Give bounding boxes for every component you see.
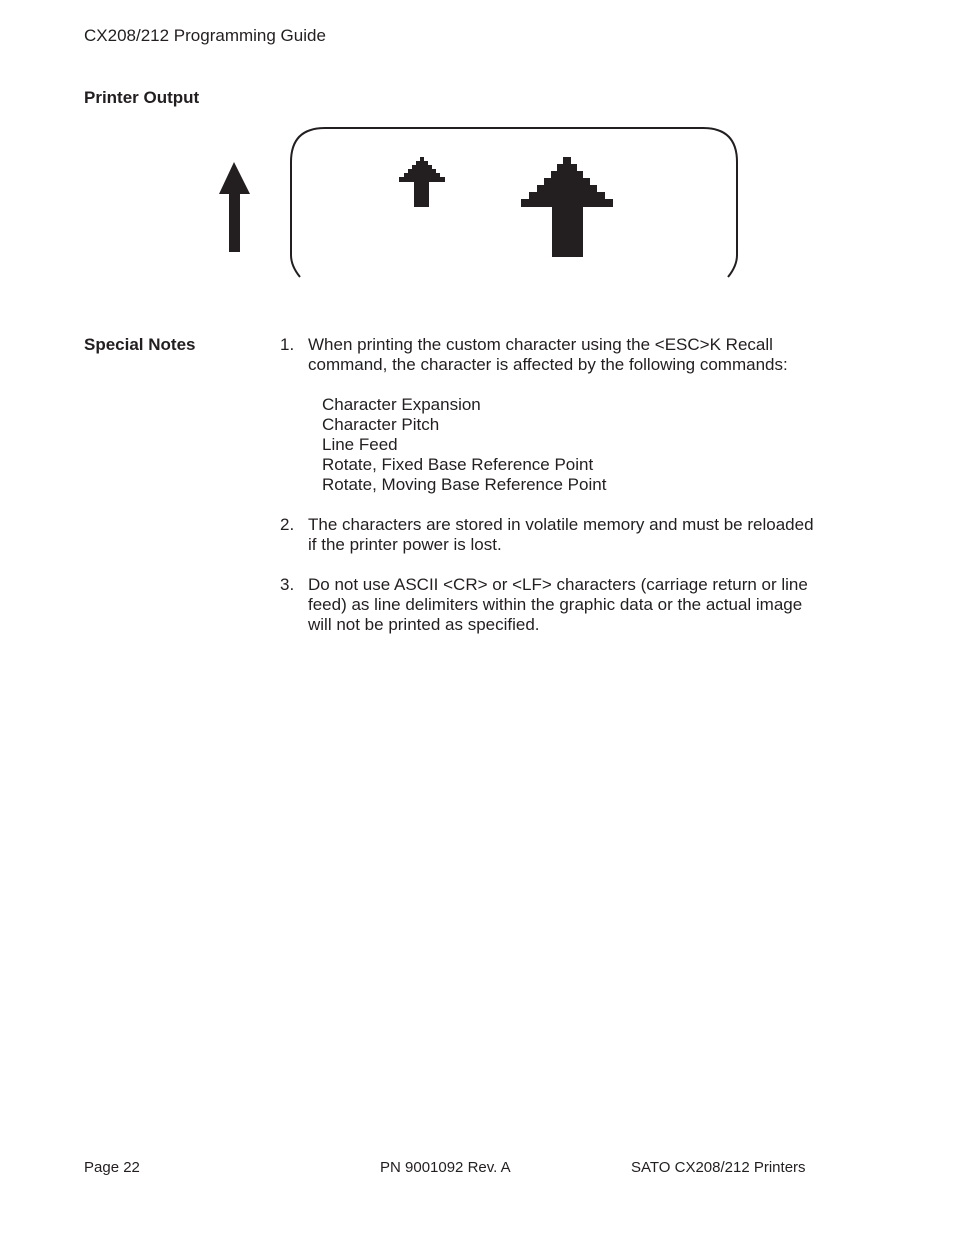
command-list-item: Line Feed [322, 435, 398, 454]
label-outline [291, 128, 737, 277]
page-header-title: CX208/212 Programming Guide [84, 26, 326, 45]
large-arrow-character-icon [521, 157, 613, 257]
note-text: Do not use ASCII <CR> or <LF> characters (carriage return or line feed) as line delimiters within the graphic data or the actual image will not be printed as specified. [308, 575, 808, 634]
note-number: 3. [280, 575, 295, 594]
note-text: The characters are stored in volatile memory and must be reloaded if the printer power is lost. [308, 515, 814, 554]
special-notes-list [280, 335, 820, 635]
footer-page-number: Page 22 [84, 1159, 140, 1176]
small-arrow-character-icon [399, 157, 445, 207]
special-notes-heading: Special Notes [84, 335, 196, 354]
printer-output-heading: Printer Output [84, 88, 200, 107]
command-list-item: Rotate, Fixed Base Reference Point [322, 455, 594, 474]
command-list-item: Character Pitch [322, 415, 440, 434]
footer-product-name: SATO CX208/212 Printers [631, 1159, 806, 1176]
note-item [280, 335, 820, 495]
feed-direction-arrow-icon [219, 162, 250, 252]
affecting-commands-list [322, 395, 820, 495]
note-number: 1. [280, 335, 295, 354]
footer-part-number: PN 9001092 Rev. A [380, 1159, 511, 1176]
command-list-item: Character Expansion [322, 395, 481, 414]
printer-output-figure [0, 0, 954, 300]
note-number: 2. [280, 515, 295, 534]
note-item [280, 575, 820, 635]
command-list-item: Rotate, Moving Base Reference Point [322, 475, 607, 494]
note-text: When printing the custom character using the <ESC>K Recall command, the character is affected by the following commands: [308, 335, 788, 374]
note-item [280, 515, 820, 555]
